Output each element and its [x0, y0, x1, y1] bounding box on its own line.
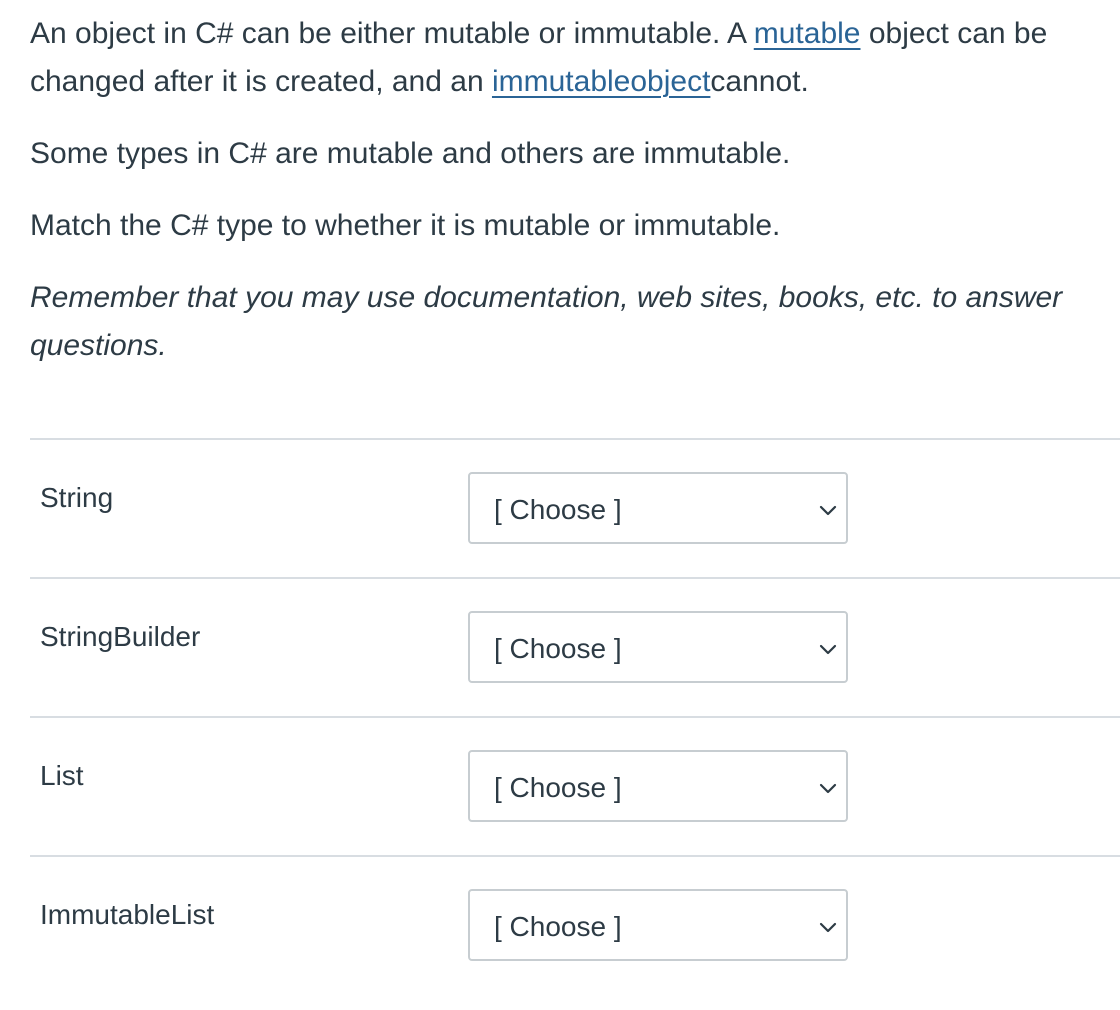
- match-row-stringbuilder: [30, 577, 1120, 716]
- chevron-down-icon: [818, 639, 838, 659]
- select-value: [ Choose ]: [494, 911, 622, 942]
- match-label-stringbuilder: StringBuilder: [40, 621, 201, 652]
- select-value: [ Choose ]: [494, 772, 622, 803]
- mutable-link[interactable]: mutable: [753, 17, 861, 50]
- types-paragraph: Some types in C# are mutable and others are immutable.: [30, 137, 791, 170]
- match-select-immutablelist[interactable]: [468, 889, 848, 961]
- instruction-paragraph: Match the C# type to whether it is mutable or immutable.: [30, 209, 781, 242]
- select-value: [ Choose ]: [494, 633, 622, 664]
- reminder-text: Remember that you may use documentation, web sites, books, etc. to answer questions.: [30, 281, 1063, 362]
- immutable-object-link[interactable]: immutableobject: [491, 65, 711, 98]
- match-label-immutablelist: ImmutableList: [40, 899, 215, 930]
- match-row-immutablelist: [30, 855, 1120, 994]
- intro-text-middle: object can be changed after it is created, and an: [30, 17, 1048, 98]
- chevron-down-icon: [818, 500, 838, 520]
- intro-paragraph: [30, 10, 1120, 106]
- match-label-string: String: [40, 482, 114, 513]
- match-row-list: [30, 716, 1120, 855]
- match-select-list[interactable]: [468, 750, 848, 822]
- chevron-down-icon: [818, 917, 838, 937]
- match-select-string[interactable]: [468, 472, 848, 544]
- matching-answers: [30, 438, 1120, 994]
- match-select-stringbuilder[interactable]: [468, 611, 848, 683]
- select-value: [ Choose ]: [494, 494, 622, 525]
- chevron-down-icon: [818, 778, 838, 798]
- question-text: [30, 10, 1120, 394]
- reminder-paragraph: [30, 274, 1120, 370]
- intro-text-start: An object in C# can be either mutable or immutable. A: [30, 17, 754, 50]
- match-row-string: [30, 438, 1120, 577]
- match-label-list: List: [40, 760, 84, 791]
- intro-text-end: cannot.: [710, 65, 809, 98]
